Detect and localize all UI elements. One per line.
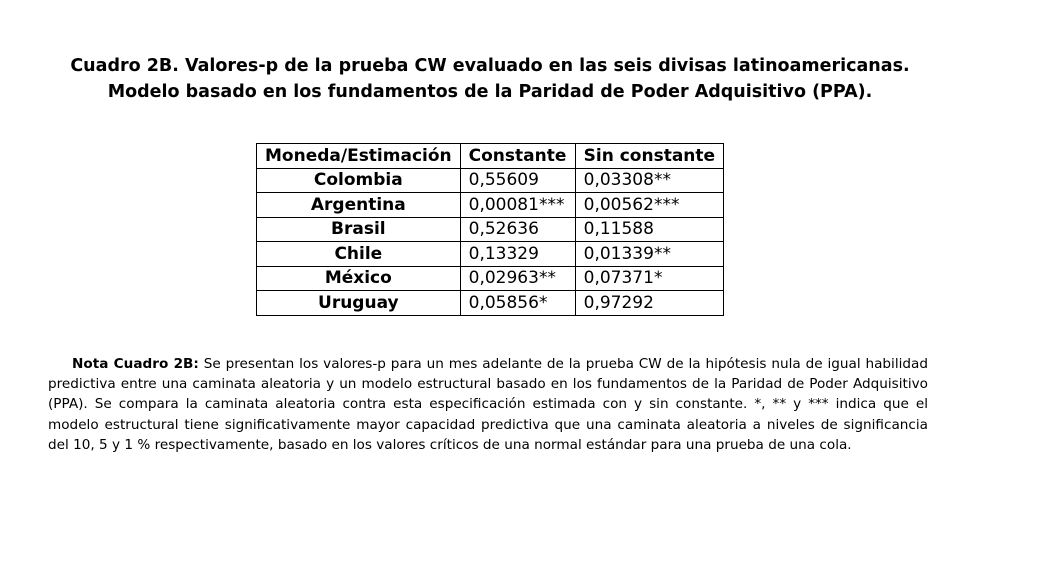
country-cell: México [257, 266, 461, 291]
header-constante: Constante [460, 144, 575, 169]
header-sin-constante: Sin constante [575, 144, 723, 169]
country-cell: Uruguay [257, 291, 461, 316]
sin-constante-cell: 0,97292 [575, 291, 723, 316]
constante-cell: 0,13329 [460, 242, 575, 267]
table-row [257, 193, 724, 218]
table-row [257, 291, 724, 316]
country-cell: Chile [257, 242, 461, 267]
sin-constante-cell: 0,07371* [575, 266, 723, 291]
constante-cell: 0,02963** [460, 266, 575, 291]
sin-constante-cell: 0,01339** [575, 242, 723, 267]
constante-cell: 0,05856* [460, 291, 575, 316]
note-text: Se presentan los valores-p para un mes adelante de la prueba CW de la hipótesis nula de igual habilidad predictiva entre una caminata aleatoria y un modelo estructural basado en los fundamentos de la Paridad de Poder Adquisitivo (PPA). Se compara la caminata aleatoria contra esta especificación estimada con y sin constante. *, ** y *** indica que el modelo estructural tiene significativamente mayor capacidad predictiva que una caminata aleatoria a niveles de significancia del 10, 5 y 1 % respectivamente, basado en los valores críticos de una normal estándar para una prueba de una cola. [48, 356, 928, 453]
constante-cell: 0,55609 [460, 168, 575, 193]
sin-constante-cell: 0,03308** [575, 168, 723, 193]
country-cell: Brasil [257, 217, 461, 242]
constante-cell: 0,00081*** [460, 193, 575, 218]
table-row [257, 217, 724, 242]
country-cell: Argentina [257, 193, 461, 218]
note-label: Nota Cuadro 2B: [72, 356, 199, 372]
table-caption [60, 53, 920, 105]
table-row [257, 168, 724, 193]
caption-line-1: Cuadro 2B. Valores-p de la prueba CW evaluado en las seis divisas latinoamericanas. [70, 56, 910, 76]
country-cell: Colombia [257, 168, 461, 193]
header-moneda: Moneda/Estimación [257, 144, 461, 169]
sin-constante-cell: 0,11588 [575, 217, 723, 242]
table-header-row [257, 144, 724, 169]
table-row [257, 266, 724, 291]
results-table [256, 143, 724, 316]
table-row [257, 242, 724, 267]
constante-cell: 0,52636 [460, 217, 575, 242]
table-note [48, 354, 928, 455]
caption-line-2: Modelo basado en los fundamentos de la Paridad de Poder Adquisitivo (PPA). [107, 82, 873, 102]
sin-constante-cell: 0,00562*** [575, 193, 723, 218]
